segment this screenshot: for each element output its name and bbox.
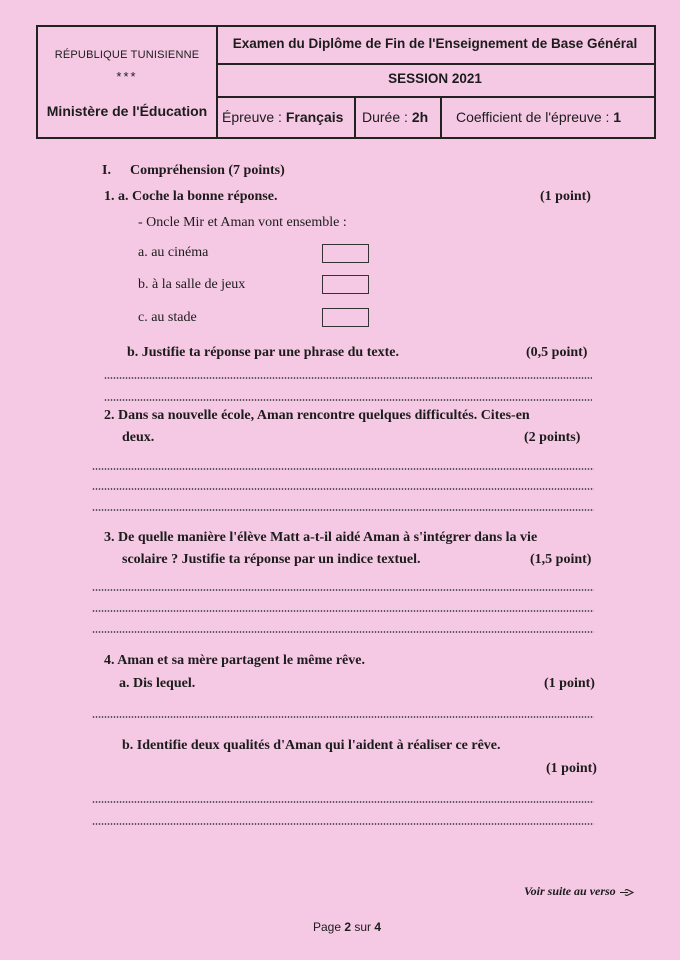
epreuve-value: Français [285, 109, 344, 125]
checkbox-option-c[interactable] [322, 308, 369, 327]
q2-line1: 2. Dans sa nouvelle école, Aman rencontre quelques difficultés. Cites-en [104, 408, 530, 423]
option-c: c. au stade [138, 310, 197, 325]
answer-line[interactable] [92, 509, 594, 511]
coefficient-value: 1 [613, 109, 622, 125]
page-prefix: Page [313, 920, 345, 934]
session-label: SESSION 2021 [216, 64, 654, 98]
duree-cell [356, 97, 442, 137]
q2-points: (2 points) [524, 430, 581, 445]
checkbox-option-b[interactable] [322, 275, 369, 294]
duree-label: Durée : [362, 109, 412, 125]
answer-line[interactable] [92, 468, 594, 470]
voir-suite-label: Voir suite au verso [524, 884, 616, 898]
ministry-label: Ministère de l'Éducation [46, 103, 208, 119]
answer-line[interactable] [92, 823, 594, 825]
section-number: I. [102, 163, 111, 178]
q1a-label: 1. a. Coche la bonne réponse. [104, 189, 278, 204]
q1-prompt: - Oncle Mir et Aman vont ensemble : [138, 215, 347, 230]
answer-line[interactable] [92, 631, 594, 633]
answer-line[interactable] [92, 716, 594, 718]
page-current: 2 [344, 920, 352, 934]
epreuve-label: Épreuve : [222, 109, 286, 125]
q4b-points: (1 point) [546, 761, 597, 776]
answer-line[interactable] [104, 377, 592, 379]
answer-line[interactable] [104, 399, 592, 401]
duree-value: 2h [411, 109, 429, 125]
pointing-hand-icon [619, 888, 635, 897]
exam-header [36, 25, 656, 139]
voir-suite-note [524, 884, 635, 899]
section-title: Compréhension (7 points) [130, 163, 285, 178]
q3-line1: 3. De quelle manière l'élève Matt a-t-il aidé Aman à s'intégrer dans la vie [104, 530, 538, 545]
q4-intro: 4. Aman et sa mère partagent le même rêve. [104, 653, 365, 668]
page-total: 4 [374, 920, 382, 934]
page-indicator [313, 920, 381, 934]
q1a-points: (1 point) [540, 189, 591, 204]
epreuve-cell [216, 97, 356, 137]
q1b-label: b. Justifie ta réponse par une phrase du texte. [127, 345, 399, 360]
coefficient-label: Coefficient de l'épreuve : [456, 109, 614, 125]
stars-ornament: *** [116, 69, 138, 84]
exam-info-row [216, 97, 654, 137]
header-left-cell [38, 27, 218, 137]
q4b-label: b. Identifie deux qualités d'Aman qui l'aident à réaliser ce rêve. [122, 738, 501, 753]
header-right-cell [216, 27, 654, 137]
q3-points: (1,5 point) [530, 552, 592, 567]
answer-line[interactable] [92, 801, 594, 803]
q4a-label: a. Dis lequel. [119, 676, 196, 691]
option-b: b. à la salle de jeux [138, 277, 246, 292]
q2-line2: deux. [122, 430, 155, 445]
checkbox-option-a[interactable] [322, 244, 369, 263]
answer-line[interactable] [92, 589, 594, 591]
exam-title: Examen du Diplôme de Fin de l'Enseignement de Base Général [216, 27, 654, 65]
coefficient-cell [442, 97, 654, 137]
q4a-points: (1 point) [544, 676, 595, 691]
q3-line2: scolaire ? Justifie ta réponse par un indice textuel. [122, 552, 421, 567]
q1b-points: (0,5 point) [526, 345, 588, 360]
page-middle: sur [351, 920, 375, 934]
answer-line[interactable] [92, 610, 594, 612]
answer-line[interactable] [92, 488, 594, 490]
option-a: a. au cinéma [138, 245, 209, 260]
republic-label: RÉPUBLIQUE TUNISIENNE [54, 49, 200, 61]
